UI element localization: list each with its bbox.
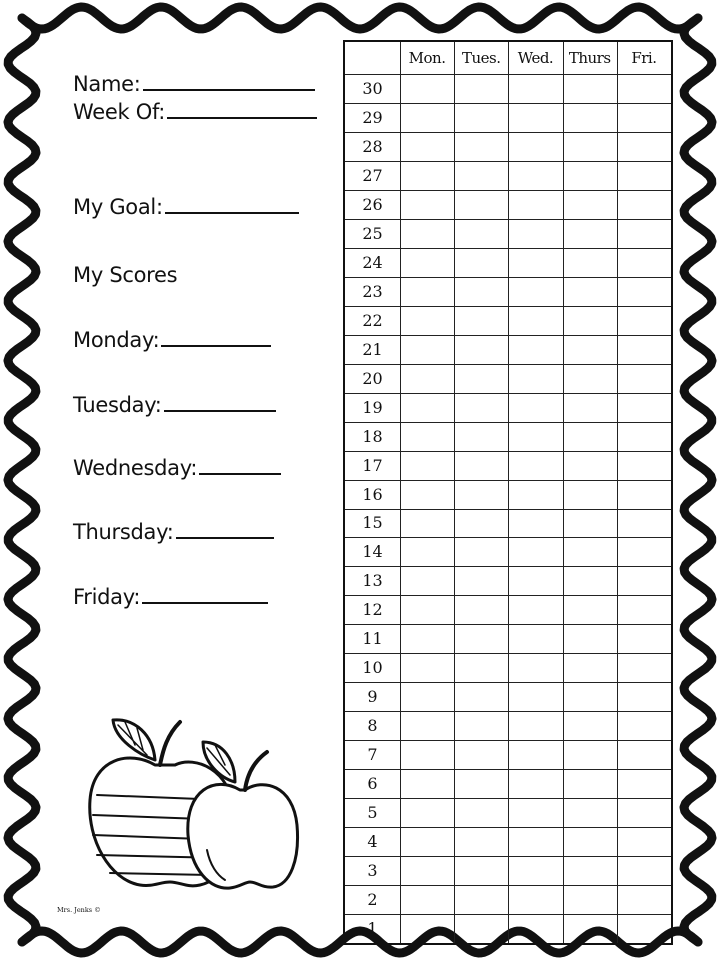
score-cell[interactable]: [400, 595, 454, 624]
score-cell[interactable]: [617, 827, 671, 856]
score-cell[interactable]: [508, 74, 562, 103]
score-cell[interactable]: [563, 190, 617, 219]
score-cell[interactable]: [563, 422, 617, 451]
score-cell[interactable]: [617, 306, 671, 335]
score-cell[interactable]: [454, 132, 508, 161]
wednesday-field: [73, 456, 281, 480]
row-number: 18: [362, 426, 383, 446]
score-cell[interactable]: [563, 132, 617, 161]
score-cell[interactable]: [508, 798, 562, 827]
score-cell[interactable]: [617, 74, 671, 103]
score-cell[interactable]: [400, 480, 454, 509]
score-cell[interactable]: [617, 190, 671, 219]
score-cell[interactable]: [617, 798, 671, 827]
score-cell[interactable]: [617, 509, 671, 538]
score-cell[interactable]: [617, 248, 671, 277]
score-cell[interactable]: [454, 509, 508, 538]
row-number: 29: [362, 107, 383, 127]
score-cell[interactable]: [400, 566, 454, 595]
score-cell[interactable]: [508, 827, 562, 856]
score-cell[interactable]: [617, 451, 671, 480]
score-cell[interactable]: [563, 856, 617, 885]
goal-label: My Goal:: [73, 195, 163, 219]
score-cell[interactable]: [400, 219, 454, 248]
score-cell[interactable]: [617, 364, 671, 393]
score-cell[interactable]: [617, 277, 671, 306]
goal-field: [73, 195, 299, 219]
score-cell[interactable]: [563, 798, 617, 827]
score-cell[interactable]: [617, 769, 671, 798]
score-cell[interactable]: [400, 364, 454, 393]
score-cell[interactable]: [617, 624, 671, 653]
row-number: 19: [362, 397, 383, 417]
score-cell[interactable]: [400, 161, 454, 190]
row-number: 28: [362, 136, 383, 156]
friday-line: [142, 601, 268, 604]
score-cell[interactable]: [508, 219, 562, 248]
tuesday-field: [73, 393, 276, 417]
score-cell[interactable]: [617, 885, 671, 914]
score-cell[interactable]: [563, 537, 617, 566]
monday-label: Monday:: [73, 328, 160, 352]
monday-line: [161, 344, 271, 347]
score-cell[interactable]: [508, 682, 562, 711]
score-cell[interactable]: [454, 422, 508, 451]
score-cell[interactable]: [508, 769, 562, 798]
score-cell[interactable]: [508, 364, 562, 393]
name-label: Name:: [73, 72, 141, 96]
score-cell[interactable]: [617, 740, 671, 769]
score-cell[interactable]: [508, 132, 562, 161]
score-cell[interactable]: [400, 306, 454, 335]
tuesday-line: [164, 409, 276, 412]
score-cell[interactable]: [563, 827, 617, 856]
score-cell[interactable]: [400, 769, 454, 798]
score-cell[interactable]: [508, 740, 562, 769]
score-cell[interactable]: [508, 190, 562, 219]
score-cell[interactable]: [508, 422, 562, 451]
score-cell[interactable]: [454, 856, 508, 885]
score-cell[interactable]: [617, 537, 671, 566]
score-cell[interactable]: [454, 190, 508, 219]
row-number: 20: [362, 368, 383, 388]
column-header: Wed.: [517, 49, 554, 67]
score-cell[interactable]: [508, 103, 562, 132]
score-cell[interactable]: [508, 653, 562, 682]
score-cell[interactable]: [400, 422, 454, 451]
score-cell[interactable]: [563, 393, 617, 422]
score-cell[interactable]: [617, 335, 671, 364]
wednesday-label: Wednesday:: [73, 456, 198, 480]
row-number: 27: [362, 165, 383, 185]
score-cell[interactable]: [400, 711, 454, 740]
border-right: [684, 18, 712, 942]
name-field: [73, 72, 315, 96]
score-cell[interactable]: [454, 827, 508, 856]
score-cell[interactable]: [454, 451, 508, 480]
score-cell[interactable]: [454, 711, 508, 740]
score-cell[interactable]: [454, 653, 508, 682]
score-cell[interactable]: [400, 653, 454, 682]
border-top: [22, 7, 698, 29]
score-cell[interactable]: [563, 335, 617, 364]
row-number: 30: [362, 78, 383, 98]
score-cell[interactable]: [508, 480, 562, 509]
score-cell[interactable]: [508, 161, 562, 190]
row-number: 10: [362, 658, 383, 678]
score-cell[interactable]: [563, 914, 617, 943]
row-number: 26: [362, 194, 383, 214]
thursday-label: Thursday:: [73, 520, 174, 544]
row-number: 5: [367, 803, 378, 823]
score-cell[interactable]: [454, 566, 508, 595]
row-number: 14: [362, 542, 383, 562]
score-cell[interactable]: [617, 682, 671, 711]
score-cell[interactable]: [617, 103, 671, 132]
row-number: 23: [362, 281, 383, 301]
score-cell[interactable]: [400, 190, 454, 219]
score-cell[interactable]: [454, 248, 508, 277]
week-of-field: [73, 100, 317, 124]
score-cell[interactable]: [454, 624, 508, 653]
score-cell[interactable]: [454, 480, 508, 509]
score-cell[interactable]: [508, 335, 562, 364]
row-number: 4: [367, 832, 378, 852]
name-line: [143, 88, 315, 91]
score-cell[interactable]: [508, 248, 562, 277]
score-cell[interactable]: [508, 393, 562, 422]
score-cell[interactable]: [400, 856, 454, 885]
score-cell[interactable]: [563, 248, 617, 277]
score-cell[interactable]: [617, 132, 671, 161]
score-cell[interactable]: [400, 451, 454, 480]
score-cell[interactable]: [508, 537, 562, 566]
friday-label: Friday:: [73, 585, 141, 609]
score-cell[interactable]: [454, 277, 508, 306]
score-cell[interactable]: [563, 74, 617, 103]
score-cell[interactable]: [563, 509, 617, 538]
score-cell[interactable]: [454, 885, 508, 914]
score-cell[interactable]: [563, 219, 617, 248]
column-header: Mon.: [408, 49, 446, 67]
score-cell[interactable]: [400, 103, 454, 132]
row-number: 17: [362, 455, 383, 475]
score-chart: [343, 40, 673, 945]
row-number: 8: [367, 716, 378, 736]
score-cell[interactable]: [617, 480, 671, 509]
score-cell[interactable]: [454, 161, 508, 190]
column-header: Thurs: [568, 49, 611, 67]
score-cell[interactable]: [400, 624, 454, 653]
score-cell[interactable]: [617, 393, 671, 422]
row-number: 3: [367, 861, 378, 881]
border-left: [8, 18, 36, 942]
row-number: 9: [367, 687, 378, 707]
score-cell[interactable]: [563, 682, 617, 711]
score-cell[interactable]: [454, 769, 508, 798]
score-cell[interactable]: [508, 856, 562, 885]
score-cell[interactable]: [563, 306, 617, 335]
score-cell[interactable]: [400, 277, 454, 306]
score-cell[interactable]: [400, 740, 454, 769]
friday-field: [73, 585, 268, 609]
score-cell[interactable]: [563, 711, 617, 740]
score-cell[interactable]: [508, 624, 562, 653]
score-cell[interactable]: [400, 885, 454, 914]
score-cell[interactable]: [617, 711, 671, 740]
score-cell[interactable]: [563, 595, 617, 624]
wednesday-line: [199, 472, 281, 475]
score-cell[interactable]: [563, 277, 617, 306]
score-cell[interactable]: [400, 798, 454, 827]
monday-field: [73, 328, 271, 352]
row-number: 13: [362, 571, 383, 591]
score-cell[interactable]: [617, 595, 671, 624]
score-cell[interactable]: [508, 711, 562, 740]
score-cell[interactable]: [508, 885, 562, 914]
row-number: 24: [362, 252, 383, 272]
row-number: 7: [367, 745, 378, 765]
scores-heading: [73, 263, 177, 287]
score-cell[interactable]: [563, 885, 617, 914]
week-of-label: Week Of:: [73, 100, 166, 124]
thursday-field: [73, 520, 274, 544]
row-number: 22: [362, 310, 383, 330]
score-cell[interactable]: [617, 161, 671, 190]
score-cell[interactable]: [617, 219, 671, 248]
scores-heading-text: My Scores: [73, 263, 178, 287]
score-cell[interactable]: [508, 306, 562, 335]
score-cell[interactable]: [454, 682, 508, 711]
score-cell[interactable]: [617, 653, 671, 682]
score-cell[interactable]: [454, 537, 508, 566]
score-cell[interactable]: [400, 132, 454, 161]
row-number: 12: [362, 600, 383, 620]
score-cell[interactable]: [400, 682, 454, 711]
score-cell[interactable]: [454, 393, 508, 422]
score-cell[interactable]: [563, 103, 617, 132]
row-number: 6: [367, 774, 378, 794]
score-cell[interactable]: [563, 566, 617, 595]
score-cell[interactable]: [454, 740, 508, 769]
score-cell[interactable]: [400, 74, 454, 103]
row-number: 16: [362, 484, 383, 504]
column-header: Fri.: [631, 49, 657, 67]
score-cell[interactable]: [454, 103, 508, 132]
row-number: 1: [367, 919, 378, 938]
thursday-line: [176, 536, 274, 539]
goal-line: [165, 211, 299, 214]
score-cell[interactable]: [400, 509, 454, 538]
score-cell[interactable]: [400, 914, 454, 943]
score-cell[interactable]: [400, 537, 454, 566]
column-header: Tues.: [462, 49, 501, 67]
score-cell[interactable]: [400, 393, 454, 422]
score-cell[interactable]: [508, 277, 562, 306]
week-of-line: [167, 116, 317, 119]
score-cell[interactable]: [617, 856, 671, 885]
score-cell[interactable]: [563, 161, 617, 190]
score-cell[interactable]: [454, 335, 508, 364]
score-cell[interactable]: [400, 827, 454, 856]
score-cell[interactable]: [454, 219, 508, 248]
score-cell[interactable]: [454, 74, 508, 103]
score-cell[interactable]: [563, 480, 617, 509]
score-cell[interactable]: [454, 798, 508, 827]
score-cell[interactable]: [400, 335, 454, 364]
score-cell[interactable]: [508, 509, 562, 538]
score-cell[interactable]: [617, 914, 671, 943]
row-number: 21: [362, 339, 383, 359]
score-cell[interactable]: [563, 769, 617, 798]
score-cell[interactable]: [454, 306, 508, 335]
score-cell[interactable]: [454, 595, 508, 624]
row-number: 15: [362, 513, 383, 533]
score-cell[interactable]: [563, 624, 617, 653]
score-cell[interactable]: [454, 914, 508, 943]
score-cell[interactable]: [508, 451, 562, 480]
score-cell[interactable]: [508, 595, 562, 624]
score-cell[interactable]: [563, 740, 617, 769]
score-cell[interactable]: [400, 248, 454, 277]
row-number: 2: [367, 890, 378, 910]
apples-illustration: [85, 710, 315, 900]
score-cell[interactable]: [617, 566, 671, 595]
score-cell[interactable]: [563, 653, 617, 682]
score-cell[interactable]: [454, 364, 508, 393]
credit-text: Mrs. Jenks ©: [57, 906, 101, 914]
score-cell[interactable]: [563, 451, 617, 480]
row-number: 11: [362, 629, 383, 649]
score-cell[interactable]: [563, 364, 617, 393]
score-cell[interactable]: [508, 914, 562, 943]
tuesday-label: Tuesday:: [73, 393, 162, 417]
score-cell[interactable]: [617, 422, 671, 451]
row-number: 25: [362, 223, 383, 243]
score-cell[interactable]: [508, 566, 562, 595]
